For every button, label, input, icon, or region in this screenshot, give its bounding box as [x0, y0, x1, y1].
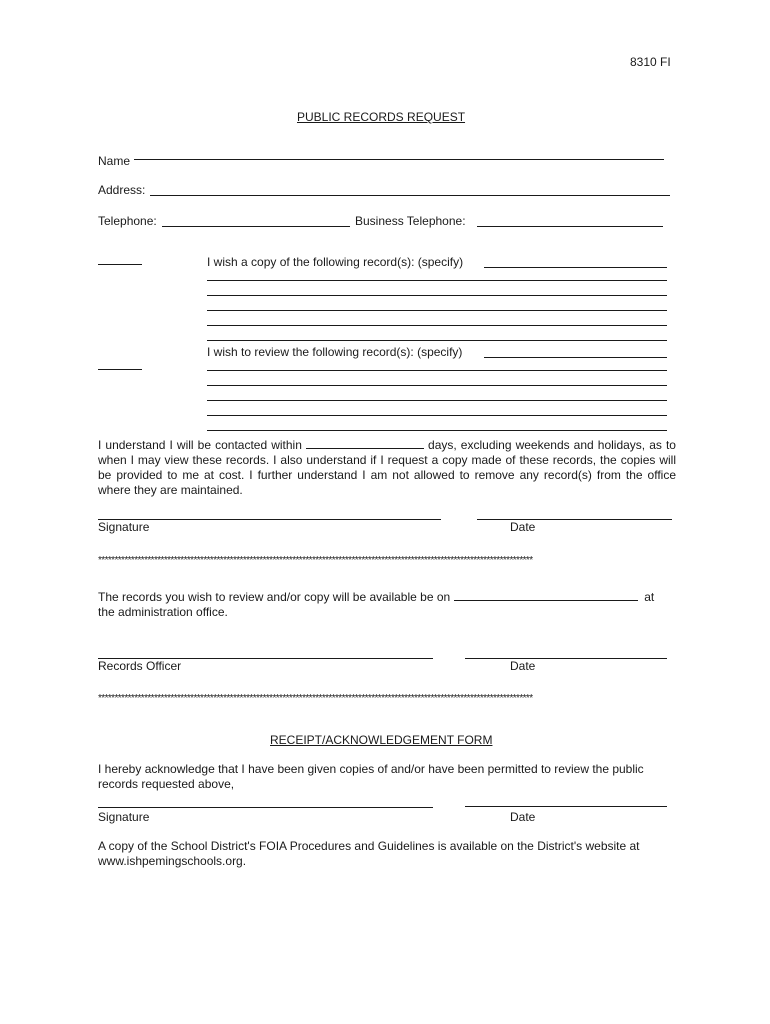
availability-date-field[interactable] — [454, 591, 638, 601]
review-record-line[interactable] — [207, 400, 667, 401]
availability-text-end: the administration office. — [98, 605, 228, 619]
name-field[interactable] — [134, 159, 664, 160]
signature-label: Signature — [98, 520, 150, 534]
understanding-paragraph — [98, 438, 676, 498]
business-telephone-field[interactable] — [477, 226, 663, 227]
copy-record-line[interactable] — [207, 325, 667, 326]
page-title: PUBLIC RECORDS REQUEST — [297, 110, 466, 124]
date-label: Date — [510, 520, 536, 534]
copy-option-label: I wish a copy of the following record(s): (specify) — [207, 255, 464, 269]
date-label: Date — [510, 659, 536, 673]
copy-record-line[interactable] — [207, 340, 667, 341]
address-label: Address: — [98, 183, 146, 197]
review-record-line[interactable] — [207, 370, 667, 371]
telephone-label: Telephone: — [98, 214, 157, 228]
receipt-text: I hereby acknowledge that I have been given copies of and/or have been permitted to review the public records requested above, — [98, 762, 644, 791]
business-telephone-label: Business Telephone: — [355, 214, 466, 228]
availability-paragraph — [98, 590, 676, 620]
requester-signature-line[interactable] — [98, 519, 441, 520]
review-record-line[interactable] — [207, 415, 667, 416]
receipt-signature-line[interactable] — [98, 807, 433, 808]
availability-text-start: The records you wish to review and/or copy will be available be on — [98, 590, 451, 604]
footer-note: A copy of the School District's FOIA Procedures and Guidelines is available on the District's website at www.ishpemingschools.org. — [98, 839, 640, 868]
address-field[interactable] — [150, 195, 670, 196]
review-record-line[interactable] — [207, 385, 667, 386]
separator-line: ************************************************************************************************************************************ — [98, 694, 533, 704]
requester-date-line[interactable] — [477, 519, 672, 520]
review-option-label: I wish to review the following record(s): (specify) — [207, 345, 463, 359]
separator-line: ************************************************************************************************************************************ — [98, 556, 533, 566]
understanding-text-start: I understand I will be contacted within — [98, 438, 302, 452]
records-officer-date-line[interactable] — [465, 658, 667, 659]
availability-at: at — [644, 590, 655, 604]
review-record-line[interactable] — [207, 430, 667, 431]
copy-record-line[interactable] — [207, 280, 667, 281]
copy-record-line[interactable] — [207, 310, 667, 311]
review-specify-line[interactable] — [484, 357, 667, 358]
name-label: Name — [98, 154, 131, 168]
receipt-date-line[interactable] — [465, 806, 667, 807]
contact-days-field[interactable] — [306, 439, 424, 449]
copy-option-checkline[interactable] — [98, 264, 142, 265]
date-label: Date — [510, 810, 536, 824]
form-code: 8310 FI — [630, 55, 671, 69]
signature-label: Signature — [98, 810, 150, 824]
review-option-checkline[interactable] — [98, 369, 142, 370]
receipt-title: RECEIPT/ACKNOWLEDGEMENT FORM — [270, 733, 493, 747]
records-officer-label: Records Officer — [98, 659, 182, 673]
telephone-field[interactable] — [162, 226, 350, 227]
copy-specify-line[interactable] — [484, 267, 667, 268]
understanding-text-end: days, excluding weekends and holidays, as to when I may view these records. I also understand if I request a copy made of these records, the copies will be provided to me at cost. I further understand I am not allowed to remove any record(s) from the office where they are maintained. — [98, 438, 676, 497]
copy-record-line[interactable] — [207, 295, 667, 296]
